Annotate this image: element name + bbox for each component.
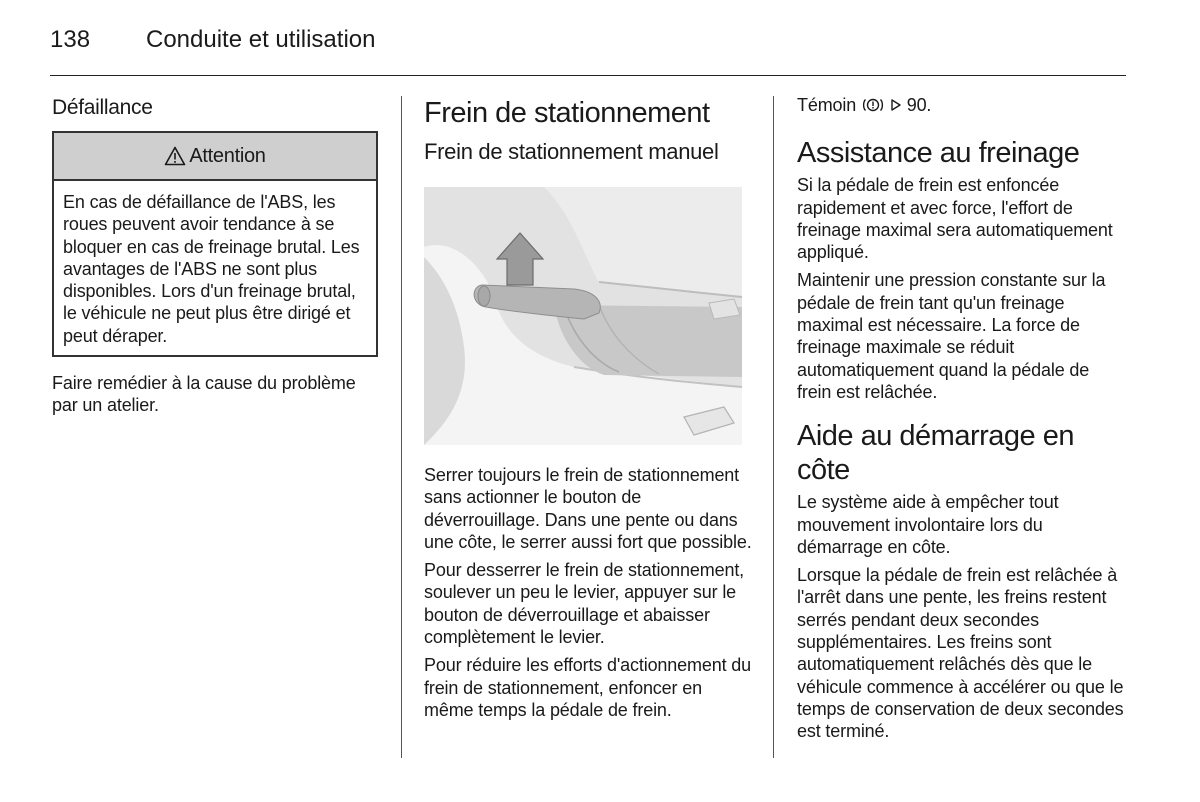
page-header	[50, 26, 1126, 76]
page-section-title: Conduite et utilisation	[146, 26, 376, 53]
column-divider	[401, 96, 402, 758]
temoin-reference	[797, 94, 1127, 116]
section-title-assistance-freinage: Assistance au freinage	[797, 137, 1080, 170]
warning-box	[52, 131, 378, 357]
warning-title: Attention	[189, 144, 266, 167]
warning-header	[54, 133, 376, 181]
section-title-aide-demarrage-cote: Aide au démarrage en côte	[797, 420, 1074, 487]
warning-text: En cas de défaillance de l'ABS, les roues peuvent avoir tendance à se bloquer en cas de freinage brutal. Les avantages de l'ABS ne sont plus disponibles. Lors d'un freinage brutal, le véhicule ne peut plus être dirigé et peut déraper.	[63, 192, 360, 346]
column-middle	[424, 94, 754, 727]
section-heading-defaillance: Défaillance	[52, 96, 153, 119]
paragraph: Si la pédale de frein est enfoncée rapidement et avec force, l'effort de freinage maximal sera automatiquement appliqué.	[797, 175, 1113, 263]
paragraph: Serrer toujours le frein de stationnement sans actionner le bouton de déverrouillage. Dans une pente ou dans une côte, le serrer aussi fort que possible.	[424, 465, 752, 552]
page-number: 138	[50, 26, 91, 53]
column-divider	[773, 96, 774, 758]
section-title-frein-stationnement: Frein de stationnement	[424, 97, 710, 129]
paragraph: Pour desserrer le frein de stationnement, soulever un peu le levier, appuyer sur le bouton de déverrouillage et abaisser complètement le levier.	[424, 560, 745, 648]
paragraph: Le système aide à empêcher tout mouvement involontaire lors du démarrage en côte.	[797, 492, 1059, 557]
warning-body	[54, 181, 376, 355]
warning-triangle-icon	[164, 146, 186, 166]
paragraph: Maintenir une pression constante sur la pédale de frein tant qu'un freinage maximal est nécessaire. La force de freinage maximale se réduit automatiquement quand la pédale de frein est relâchée.	[797, 270, 1106, 402]
column-left	[52, 94, 378, 423]
brake-warning-lamp-icon	[861, 97, 885, 113]
subsection-title-frein-manuel: Frein de stationnement manuel	[424, 139, 719, 164]
parking-brake-lever-illustration	[424, 187, 742, 445]
paragraph: Pour réduire les efforts d'actionnement du frein de stationnement, enfoncer en même temps la pédale de frein.	[424, 655, 751, 720]
page-reference-arrow-icon	[890, 98, 902, 112]
paragraph: Faire remédier à la cause du problème par un atelier.	[52, 373, 356, 416]
temoin-label: Témoin	[797, 95, 857, 115]
paragraph: Lorsque la pédale de frein est relâchée à l'arrêt dans une pente, les freins restent serrés pendant deux secondes supplémentaires. Les freins sont automatiquement relâchés dès que le véhicule commence à accélérer ou que le temps de conservation de deux secondes est terminé.	[797, 565, 1124, 742]
column-right	[797, 94, 1127, 749]
temoin-page-ref: 90.	[906, 95, 932, 115]
